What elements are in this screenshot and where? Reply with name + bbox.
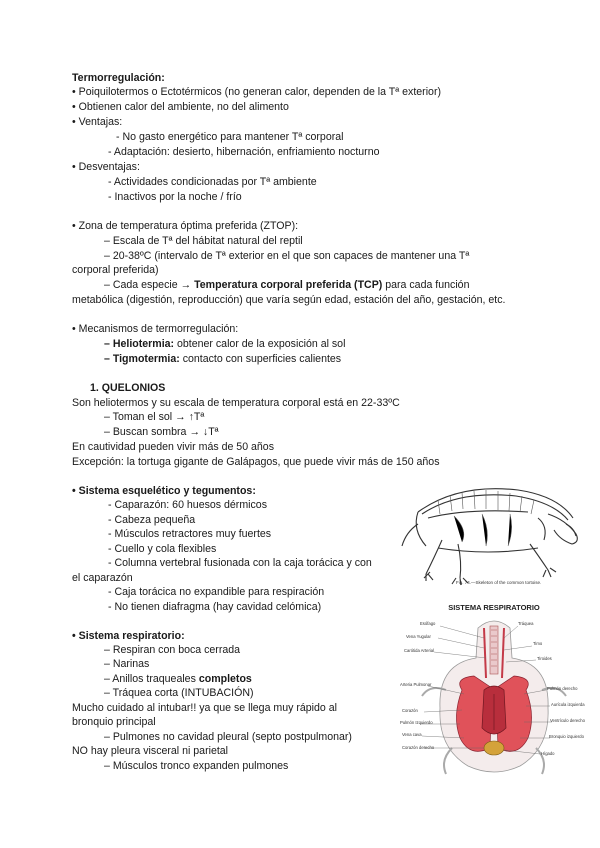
respiratorio-line	[104, 673, 252, 686]
ztop-line-wrap: metabólica (digestión, reproducción) que varía según edad, estación del año, gestación, etc.	[72, 294, 506, 306]
esqueletico-item: - No tienen diafragma (hay cavidad celómica)	[108, 601, 322, 613]
diagram-label-right: Aurícula izquierda	[551, 702, 585, 707]
anillos-pre: – Anillos traqueales	[104, 673, 199, 685]
respiratorio-line: NO hay pleura visceral ni parietal	[72, 745, 229, 757]
esqueletico-title: • Sistema esquelético y tegumentos:	[72, 485, 256, 497]
diagram-label-right: Tráquea	[518, 621, 534, 626]
respiratorio-line: – Respiran con boca cerrada	[104, 644, 241, 656]
bullet-obtienen-calor: • Obtienen calor del ambiente, no del alimento	[72, 101, 289, 113]
tigmotermia-text: contacto con superficies calientes	[179, 353, 342, 365]
ztop-title: • Zona de temperatura óptima preferida (ZTOP):	[72, 220, 299, 232]
diagram-label-left: Arteria Pulmonar	[400, 682, 432, 687]
esqueletico-item: - Músculos retractores muy fuertes	[108, 528, 272, 540]
diagram-label-left: Vena Yugular	[406, 634, 431, 639]
esqueletico-item: - Caja torácica no expandible para respiración	[108, 586, 325, 598]
quelonios-line: – Buscan sombra → ↓Tª	[104, 426, 219, 438]
esqueletico-wrap: el caparazón	[72, 572, 133, 584]
mecanismos-title: • Mecanismos de termorregulación:	[72, 323, 239, 335]
respiratorio-line: – Pulmones no cavidad pleural (septo postpulmonar)	[104, 731, 352, 743]
ztop-tcp-post: para cada función	[382, 279, 470, 291]
ztop-tcp-bold: Temperatura corporal preferida (TCP)	[194, 279, 383, 291]
ztop-line: – Escala de Tª del hábitat natural del reptil	[104, 235, 303, 247]
respiratorio-line: Mucho cuidado al intubar!! ya que se llega muy rápido al	[72, 702, 338, 714]
tigmotermia-label: – Tigmotermia:	[104, 353, 180, 365]
respiratory-system-diagram	[400, 598, 588, 786]
section-heading-quelonios: 1. QUELONIOS	[90, 382, 166, 394]
ztop-tcp-pre: – Cada especie →	[104, 279, 195, 291]
respiratorio-line: – Músculos tronco expanden pulmones	[104, 760, 289, 772]
heliotermia-text: obtener calor de la exposición al sol	[174, 338, 346, 350]
esqueletico-item: - Caparazón: 60 huesos dérmicos	[108, 499, 267, 511]
page-title: Termorregulación:	[72, 72, 165, 84]
trachea	[490, 626, 498, 674]
bullet-desventajas: • Desventajas:	[72, 161, 140, 173]
ztop-line: – 20-38ºC (intervalo de Tª exterior en el que son capaces de mantener una Tª	[104, 250, 470, 262]
diagram-label-right: Bronquio izquierdo	[549, 734, 584, 739]
diagram-label-left: Vena cava	[402, 732, 422, 737]
ventaja-item: - No gasto energético para mantener Tª corporal	[116, 131, 344, 143]
esqueletico-item: - Cuello y cola flexibles	[108, 543, 217, 555]
bullet-poiquilotermos: • Poiquilotermos o Ectotérmicos (no generan calor, dependen de la Tª exterior)	[72, 86, 441, 98]
heliotermia-label: – Heliotermia:	[104, 338, 175, 350]
ztop-tcp-line	[104, 279, 469, 292]
ventaja-item: - Adaptación: desierto, hibernación, enfriamiento nocturno	[108, 146, 380, 158]
respiratorio-line: bronquio principal	[72, 716, 156, 728]
desventaja-item: - Inactivos por la noche / frío	[108, 191, 242, 203]
anillos-bold: completos	[198, 673, 252, 685]
skeleton-figure-caption: Fig. 74.—Skeleton of the common tortoise.	[456, 580, 542, 585]
diagram-label-right: Pulmón derecho	[547, 686, 578, 691]
ztop-line-wrap: corporal preferida)	[72, 264, 159, 276]
esqueletico-item: - Cabeza pequeña	[108, 514, 196, 526]
diagram-label-left: Corazón derecho	[402, 745, 435, 750]
esqueletico-item: - Columna vertebral fusionada con la caja torácica y con	[108, 557, 372, 569]
diagram-label-left: Esófago	[420, 621, 436, 626]
quelonios-line: Excepción: la tortuga gigante de Galápagos, que puede vivir más de 150 años	[72, 456, 440, 468]
tortoise-skeleton-illustration	[398, 478, 588, 588]
bullet-ventajas: • Ventajas:	[72, 116, 123, 128]
diagram-title: SISTEMA RESPIRATORIO	[448, 603, 540, 612]
diagram-label-right: Timo	[533, 641, 543, 646]
tigmotermia-line	[104, 353, 341, 366]
quelonios-line: Son heliotermos y su escala de temperatura corporal está en 22-33ºC	[72, 397, 400, 409]
respiratorio-line: – Tráquea corta (INTUBACIÓN)	[104, 687, 254, 699]
liver	[484, 741, 504, 755]
respiratorio-title: • Sistema respiratorio:	[72, 630, 185, 642]
diagram-label-left: Corazón	[402, 708, 418, 713]
quelonios-line: – Toman el sol → ↑Tª	[104, 411, 205, 423]
diagram-label-left: Carótida Arterial	[404, 648, 435, 653]
desventaja-item: - Actividades condicionadas por Tª ambiente	[108, 176, 317, 188]
diagram-label-right: Tiroides	[537, 656, 552, 661]
respiratorio-line: – Narinas	[104, 658, 150, 670]
diagram-label-right: Hígado	[541, 751, 555, 756]
heliotermia-line	[104, 338, 345, 351]
quelonios-line: En cautividad pueden vivir más de 50 años	[72, 441, 274, 453]
diagram-label-right: Ventrículo derecho	[550, 718, 585, 723]
diagram-label-left: Pulmón Izquierdo	[400, 720, 433, 725]
